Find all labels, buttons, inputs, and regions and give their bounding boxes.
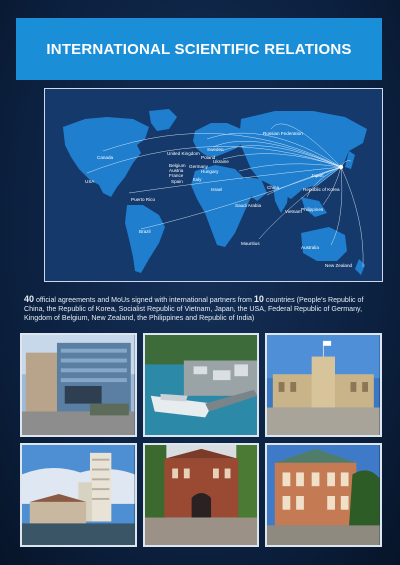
city-label: New Zealand (325, 263, 353, 268)
agreements-count: 40 (24, 294, 35, 304)
city-label: Sweden (207, 147, 224, 152)
city-label: Republic of Korea (303, 187, 340, 192)
city-label: Brazil (139, 229, 151, 234)
city-label: France (169, 173, 184, 178)
city-label: Australia (301, 245, 319, 250)
caption-text-1: official agreements and MoUs signed with international partners from (34, 296, 254, 304)
photo-city-towers (20, 443, 137, 547)
city-label: Russian Federation (263, 131, 303, 136)
city-label: Ukraine (213, 159, 229, 164)
caption (24, 295, 380, 323)
city-label: United Kingdom (167, 151, 200, 156)
city-label: Italy (193, 177, 202, 182)
city-label: Philippines (301, 207, 324, 212)
hub-marker (339, 165, 343, 169)
city-label: Mauritius (241, 241, 260, 246)
photo-ornate-building (265, 443, 382, 547)
city-label: USA (85, 179, 95, 184)
city-label: Poland (201, 155, 216, 160)
city-label: Austria (169, 168, 184, 173)
world-map (44, 88, 383, 282)
city-label: Belgium (169, 163, 186, 168)
city-label: Israel (211, 187, 223, 192)
world-map-graphic (45, 89, 383, 282)
page-title: INTERNATIONAL SCIENTIFIC RELATIONS (46, 40, 352, 58)
photo-harbor-ship (143, 333, 260, 437)
city-label: Saudi Arabia (235, 203, 262, 208)
city-label: Canada (97, 155, 114, 160)
city-label: China (267, 185, 280, 190)
city-label: Vietnam (285, 209, 302, 214)
title-banner (16, 18, 382, 80)
caption-text-2: countries (People's Republic of China, the Republic of Korea, Socialist Republic of Vietnam, Japan, the USA, Federal Republic of Germany, Kingdom of Belgium, New Zealand, the Philippines and Republic of India) (24, 296, 364, 323)
photo-museum (265, 333, 382, 437)
city-label: Germany (189, 164, 208, 169)
city-label: Hungary (201, 169, 219, 174)
countries-count: 10 (253, 294, 264, 304)
city-label: Spain (171, 179, 183, 184)
photo-brick-building (143, 443, 260, 547)
city-label: Japan (311, 173, 324, 178)
city-label: Puerto Rico (131, 197, 156, 202)
photo-glass-building (20, 333, 137, 437)
photo-grid (20, 333, 382, 547)
